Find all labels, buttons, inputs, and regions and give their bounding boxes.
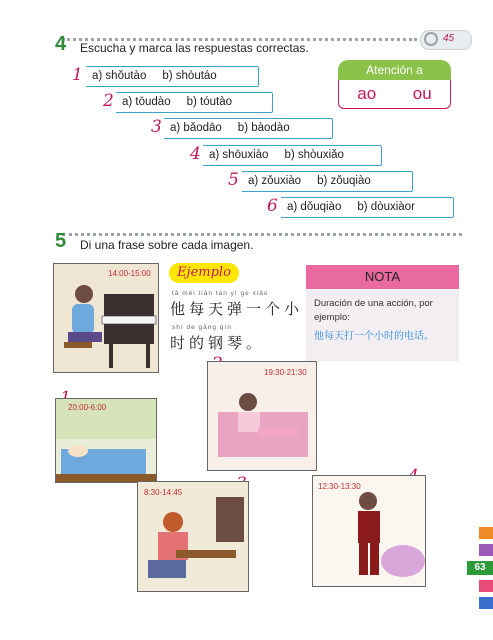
item-1-row[interactable] (86, 66, 259, 87)
section4-instruction: Escucha y marca las respuestas correctas. (80, 41, 309, 55)
tab-orange (479, 527, 493, 539)
item-3-row[interactable] (164, 118, 333, 139)
piano-illustration (54, 264, 158, 372)
attention-ou: ou (412, 84, 432, 103)
sofa-illustration (208, 362, 316, 470)
item-1-option-b[interactable]: b) shòutáo (162, 70, 217, 82)
item-6-option-b[interactable]: b) dòuxiàor (357, 201, 415, 213)
nota-box (306, 265, 459, 361)
item-2-number: 2 (103, 91, 114, 111)
nota-text: Duración de una acción, por ejemplo: (314, 298, 433, 323)
picture-study-time: 8:30-14:45 (144, 488, 183, 497)
nota-title: NOTA (306, 265, 459, 289)
item-5-row[interactable] (242, 171, 413, 192)
picture-sleep-time: 20:00-6:00 (68, 403, 107, 412)
item-3-option-b[interactable]: b) bàodào (237, 122, 290, 134)
item-6-number: 6 (267, 196, 278, 216)
section4-number: 4 (55, 33, 67, 55)
attention-box (338, 60, 451, 112)
attention-title: Atención a (338, 60, 451, 80)
page-number-right: 63 (467, 561, 493, 575)
tab-purple (479, 544, 493, 556)
item-5-number: 5 (228, 170, 239, 190)
tab-blue (479, 597, 493, 609)
item-6-row[interactable] (281, 197, 454, 218)
item-4-row[interactable] (203, 145, 382, 166)
tab-red (479, 580, 493, 592)
section5-instruction: Di una frase sobre cada imagen. (80, 238, 254, 252)
section5-divider (62, 233, 462, 236)
item-2-option-a[interactable]: a) tōudào (122, 96, 171, 108)
picture-piano (53, 263, 159, 373)
picture-singer-time: 12:30-13:30 (318, 482, 361, 491)
picture-piano-time: 14:00-15:00 (108, 269, 151, 278)
page-corner-badge (420, 30, 472, 50)
page-number: 45 (443, 33, 455, 44)
item-3-number: 3 (151, 117, 162, 137)
disc-icon (424, 32, 438, 46)
picture-study (137, 481, 249, 592)
example-badge: Ejemplo (169, 263, 239, 283)
item-2-row[interactable] (116, 92, 273, 113)
nota-example: 他每天打一个小时的电话。 (314, 331, 434, 342)
item-1-option-a[interactable]: a) shǒutào (92, 70, 147, 82)
item-4-option-b[interactable]: b) shòuxiǎo (284, 149, 344, 161)
item-1-number: 1 (72, 65, 83, 85)
picture-singer (312, 475, 426, 587)
study-illustration (138, 482, 248, 591)
item-2-option-b[interactable]: b) tóutào (186, 96, 233, 108)
item-6-option-a[interactable]: a) dǒuqiào (287, 201, 342, 213)
example-sentence-line1: 他每天弹一个小 (170, 300, 304, 318)
picture-sofa-time: 19:30-21:30 (264, 368, 307, 377)
item-4-option-a[interactable]: a) shōuxiào (209, 149, 269, 161)
example-sentence-line2: 时的钢琴。 (170, 334, 266, 352)
attention-ao: ao (357, 84, 377, 103)
singer-illustration (313, 476, 425, 586)
picture-sofa (207, 361, 317, 471)
section5-number: 5 (55, 230, 67, 252)
item-5-option-b[interactable]: b) zǒuqiào (317, 175, 371, 187)
example-pinyin-line1: tā měi tiān tán yí ge xiǎo (172, 290, 269, 297)
item-4-number: 4 (190, 144, 201, 164)
example-pinyin-line2: shí de gāng qín (172, 324, 232, 331)
item-3-option-a[interactable]: a) bǎodāo (170, 122, 222, 134)
item-5-option-a[interactable]: a) zǒuxiào (248, 175, 302, 187)
